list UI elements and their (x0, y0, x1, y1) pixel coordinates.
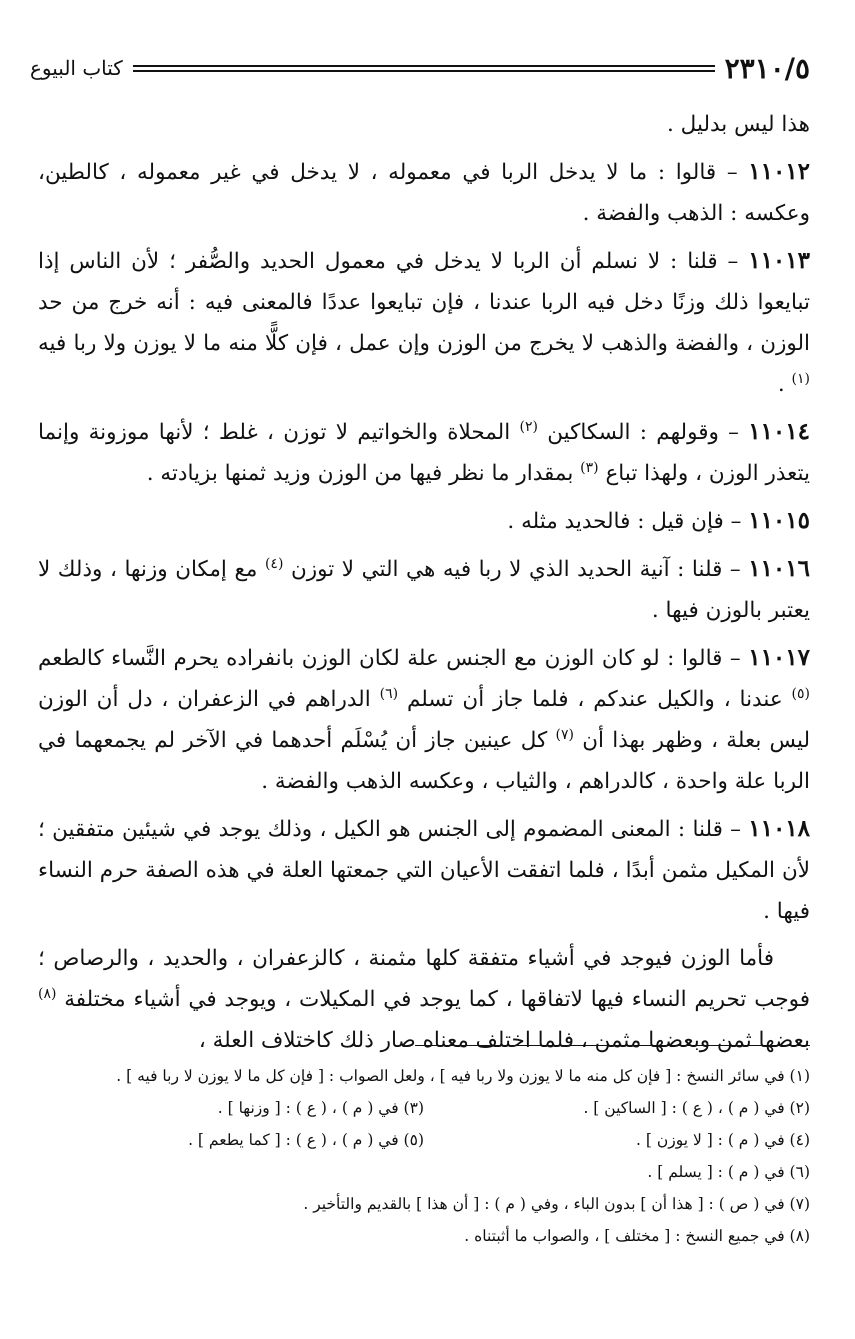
footnote-ref: (٨) (38, 985, 57, 1002)
footnote-2: (٢) في ( م ) ، ( ع ) : [ الساكين ] . (583, 1099, 810, 1117)
header-rule (133, 65, 715, 72)
footnote-ref: (٦) (379, 685, 399, 702)
footnote-row (38, 1188, 810, 1220)
paragraph-11017 (38, 637, 810, 802)
paragraph (38, 104, 810, 145)
paragraph-number: ١١٠١٤ (748, 418, 810, 445)
footnote-ref: (١) (791, 370, 810, 387)
footnote-1: (١) في سائر النسخ : [ فإن كل منه ما لا يوزن ولا ربا فيه ] ، ولعل الصواب : [ فإن كل ما لا يوزن لا ربا فيه ] . (116, 1067, 810, 1085)
footnote-ref: (٢) (519, 418, 538, 435)
page-number: ٢٣١٠/٥ (724, 51, 810, 85)
paragraph-number: ١١٠١٥ (748, 507, 810, 534)
paragraph-11018 (38, 808, 810, 932)
footnote-separator (415, 1045, 810, 1046)
paragraph-text: فأما الوزن فيوجد في أشياء متفقة كلها مثمنة ، كالزعفران ، والحديد ، والرصاص ؛ فوجب تحريم النساء فيها لاتفاقها ، كما يوجد في المكيلات ، ويوجد في أشياء مختلفة (38, 946, 810, 1012)
paragraph-text: الدراهم في الزعفران ، دل أن الوزن ليس بعلة ، وظهر بهذا أن (38, 687, 811, 753)
paragraph-11014 (38, 411, 810, 494)
paragraph-11015 (38, 500, 810, 542)
paragraph-text: عندنا ، والكيل عندكم ، فلما جاز أن تسلم (406, 687, 792, 712)
footnote-4: (٤) في ( م ) : [ لا يوزن ] . (636, 1131, 810, 1149)
paragraph-number: ١١٠١٦ (748, 555, 810, 582)
footnote-row (38, 1156, 810, 1188)
page-header (30, 48, 810, 88)
paragraph-text: – قالوا : لو كان الوزن مع الجنس علة لكان الوزن بانفراده يحرم النَّساء كالطعم (38, 646, 741, 671)
paragraph-text: – قلنا : لا نسلم أن الربا لا يدخل في معمول الحديد والصُّفر ؛ لأن الناس إذا تبايعوا ذلك وزنًا دخل فيه الربا عندنا ، فإن تبايعوا عددًا فالمعنى فيه : أنه خرج من حد الوزن ، والفضة والذهب لا يخرج من الوزن وإن عمل ، فإن كلًّا منه ما لا يوزن ولا ربا فيه (38, 249, 810, 356)
paragraph-text: – فإن قيل : فالحديد مثله . (507, 509, 742, 534)
paragraph-continuation (38, 938, 810, 1061)
main-text (38, 104, 810, 1061)
paragraph-number: ١١٠١٢ (748, 158, 811, 185)
footnote-ref: (٧) (555, 726, 574, 743)
paragraph-text: – قلنا : المعنى المضموم إلى الجنس هو الكيل ، وذلك يوجد في شيئين متفقين ؛ لأن المكيل مثمن أبدًا ، فلما اتفقت الأعيان التي جمعتها العلة في هذه الصفة حرم النساء فيها . (38, 817, 810, 924)
paragraph-text: . (777, 372, 792, 397)
paragraph-11016 (38, 548, 810, 631)
paragraph-text: – قالوا : ما لا يدخل الربا في معموله ، لا يدخل في غير معموله ، كالطين، وعكسه : الذهب والفضة . (38, 160, 810, 226)
paragraph-number: ١١٠١٨ (748, 815, 811, 842)
paragraph-number: ١١٠١٧ (748, 644, 810, 671)
paragraph-text: هذا ليس بدليل . (667, 112, 810, 137)
paragraph-text: بمقدار ما نظر فيها من الوزن وزيد ثمنها بزيادته . (146, 461, 581, 486)
footnote-row (38, 1220, 810, 1252)
footnote-5: (٥) في ( م ) ، ( ع ) : [ كما يطعم ] . (188, 1131, 424, 1149)
paragraph-text: المحلاة والخواتيم لا توزن ، غلط ؛ لأنها موزونة وإنما يتعذر الوزن ، ولهذا تباع (38, 420, 810, 486)
footnote-6: (٦) في ( م ) : [ يسلم ] . (647, 1163, 810, 1181)
footnote-row (38, 1060, 810, 1092)
footnote-row (38, 1092, 810, 1124)
footnotes (38, 1060, 810, 1252)
footnote-8: (٨) في جميع النسخ : [ مختلف ] ، والصواب ما أثبتناه . (464, 1227, 810, 1245)
paragraph-text: كل عينين جاز أن يُسْلَم أحدهما في الآخر لم يجمعهما في الربا علة واحدة ، كالدراهم ، والثياب ، وعكسه الذهب والفضة . (38, 728, 810, 794)
footnote-ref: (٤) (264, 555, 284, 572)
paragraph-text: مع إمكان وزنها ، وذلك لا يعتبر بالوزن فيها . (38, 557, 810, 623)
footnote-ref: (٥) (791, 685, 810, 702)
footnote-3: (٣) في ( م ) ، ( ع ) : [ وزنها ] . (217, 1099, 424, 1117)
footnote-7: (٧) في ( ص ) : [ هذا أن ] بدون الباء ، وفي ( م ) : [ أن هذا ] بالقديم والتأخير . (303, 1195, 810, 1213)
footnote-ref: (٣) (580, 459, 599, 476)
paragraph-text: – قلنا : آنية الحديد الذي لا ربا فيه هي التي لا توزن (290, 557, 741, 582)
paragraph-text: – وقولهم : السكاكين (547, 420, 739, 445)
footnote-row (38, 1124, 810, 1156)
paragraph-11013 (38, 240, 810, 405)
paragraph-text: بعضها ثمن وبعضها مثمن ، فلما اختلف معناه صار ذلك كاختلاف العلة ، (198, 1028, 810, 1053)
book-title: كتاب البيوع (30, 56, 123, 80)
paragraph-11012 (38, 151, 810, 234)
paragraph-number: ١١٠١٣ (748, 247, 810, 274)
